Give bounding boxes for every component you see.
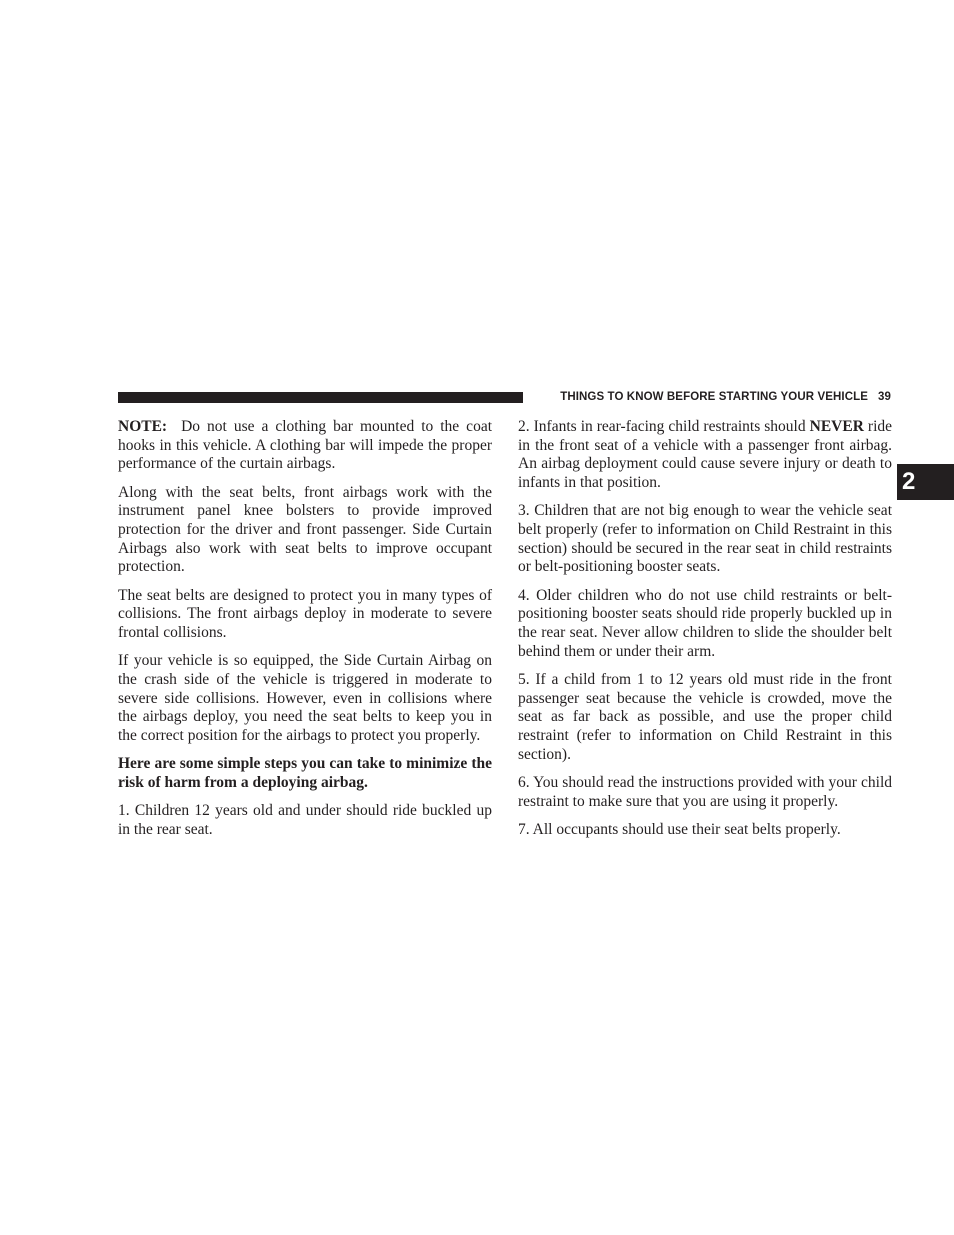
chapter-tab: 2 (897, 464, 954, 500)
paragraph-airbags-bolsters: Along with the seat belts, front airbags work with the instrument panel knee bolsters to provide improved protection for the driver and front passenger. Side Curtain Airbags also work with seat belts to improve occupant protection. (118, 483, 492, 576)
section-title: THINGS TO KNOW BEFORE STARTING YOUR VEHICLE (560, 391, 868, 403)
paragraph-seat-belts: The seat belts are designed to protect you in many types of collisions. The front airbags deploy in moderate to severe frontal collisions. (118, 586, 492, 642)
note-text: Do not use a clothing bar mounted to the coat hooks in this vehicle. A clothing bar will impede the proper performance of the curtain airbags. (118, 418, 493, 473)
step-3: 3. Children that are not big enough to wear the vehicle seat belt properly (refer to information on Child Restraint in this section) should be secured in the rear seat in child restraints or belt-positioning booster seats. (518, 502, 892, 576)
step-6: 6. You should read the instructions provided with your child restraint to make sure that you are using it properly. (518, 773, 892, 810)
step-7: 7. All occupants should use their seat belts properly. (518, 820, 841, 838)
header-rule (118, 392, 523, 403)
right-column (518, 418, 892, 849)
step-2-text-a: 2. Infants in rear-facing child restraints should (518, 418, 810, 435)
steps-heading: Here are some simple steps you can take to minimize the risk of harm from a deploying airbag. (118, 755, 492, 791)
step-2 (518, 418, 892, 493)
note-label: NOTE: (118, 418, 168, 435)
step-2-text-b: ride in the front seat of a vehicle with a passenger front airbag. An airbag deployment could cause severe injury or death to infants in that position. (518, 418, 892, 492)
step-5: 5. If a child from 1 to 12 years old must ride in the front passenger seat because the vehicle is crowded, move the seat as far back as possible, and use the proper child restraint (refer to information on Child Restraint in this section). (518, 670, 892, 763)
step-2-emphasis: NEVER (809, 418, 864, 435)
page-number: 39 (878, 391, 891, 403)
paragraph-side-curtain: If your vehicle is so equipped, the Side Curtain Airbag on the crash side of the vehicle is triggered in moderate to severe side collisions. However, even in collisions where the airbags deploy, you need the seat belts to keep you in the correct position for the airbags to protect you properly. (118, 652, 492, 745)
running-header (533, 390, 891, 405)
note-paragraph (118, 418, 492, 474)
step-1: 1. Children 12 years old and under should ride buckled up in the rear seat. (118, 802, 492, 838)
left-column (118, 418, 492, 849)
step-4: 4. Older children who do not use child restraints or belt-positioning booster seats should ride properly buckled up in the rear seat. Never allow children to slide the shoulder belt behind them or under their arm. (518, 586, 892, 660)
